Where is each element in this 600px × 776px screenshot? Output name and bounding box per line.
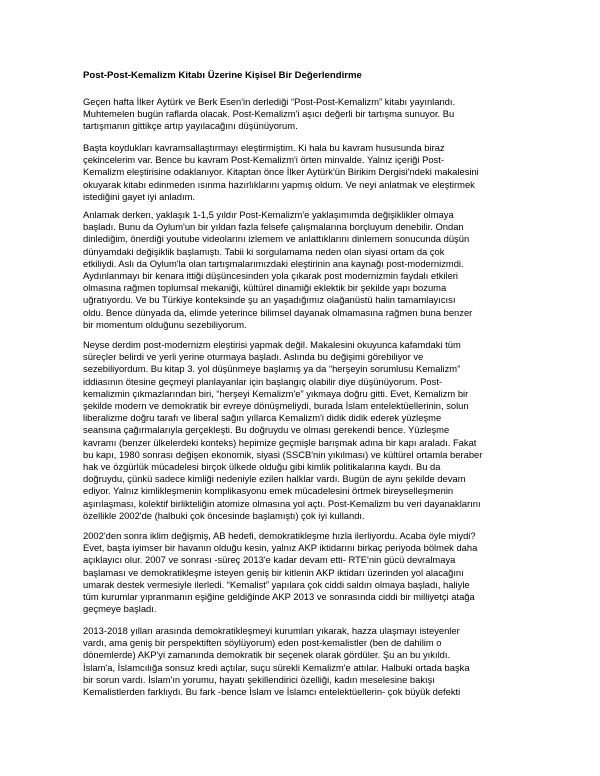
- text-line: seansına çağırmalarıyla gerçekleşti. Bu doğruydu ve olması gerekendi bence. Yüzleşme: [83, 424, 450, 436]
- text-line: Başta koydukları kavramsallaştırmayı eleştirmiştim. Ki hala bu kavram hususunda biraz: [83, 142, 445, 153]
- text-line: Kemalizm eleştirisine odaklanıyor. Kitaptan önce İlker Aytürk'ün Birikim Dergisi'ndeki makalesini: [83, 166, 479, 178]
- text-line: tüm kurumlar yıpranmanın eşiğine geldiğinde AKP 2013 ve sonrasında ciddi bir milliyetçi atağa: [83, 591, 475, 603]
- text-line: dünyamdaki değişiklik başlamıştı. Tabii ki sorgulamama neden olan siyasi ortam da çok: [83, 245, 445, 257]
- text-line: olmasına rağmen toplumsal mekaniği, kültürel dinamiği eklektik bir şekilde yapı bozuma: [83, 282, 447, 294]
- text-line: tartışmanın gittikçe artıp yayılacağını düşünüyorum.: [83, 120, 298, 132]
- paragraph: [83, 209, 523, 331]
- text-line: dinlediğim, önerdiği youtube videolarını izlemem ve anlattıklarını dinlemem sonucunda düşün: [83, 233, 470, 245]
- text-line: özellikle 2002'de (halbuki çok öncesinde başlamıştı) çok iyi kullandı.: [83, 509, 365, 521]
- text-line: sezebiliyordum. Bu kitap 3. yol düşünmeye başlamış ya da “herşeyin sorumlusu Kemalizm”: [83, 363, 461, 375]
- text-line: Geçen hafta İlker Aytürk ve Berk Esen'in derlediği “Post-Post-Kemalizm” kitabı yayınlandı.: [83, 96, 456, 107]
- text-line: Muhtemelen bugün raflarda olacak. Post-Kemalizm'i aşıcı değerli bir tartışma sunuyor. Bu: [83, 108, 455, 120]
- text-line: şekilde modern ve demokratik bir evreye dönüşmeliydi, burada İslam entelektüellerinin, solun: [83, 400, 469, 412]
- text-line: çekincelerim var. Bence bu kavram Post-Kemalizm'i örten minvalde. Yalnız içeriği Post-: [83, 154, 444, 166]
- text-line: 2002'den sonra iklim değişmiş, AB hedefi, demokratikleşme hızla ilerliyordu. Acaba öyle miydi?: [83, 530, 476, 541]
- text-line: doğruydu, çünkü sadece kimliği nedeniyle ezilen halklar vardı. Bugün de aynı şekilde devam: [83, 473, 466, 485]
- paragraph: [83, 625, 523, 698]
- text-line: süreçler belirdi ve yerli yerine oturmaya başladı. Aslında bu değişimi görebiliyor ve: [83, 351, 424, 363]
- text-line: etkiliydi. Aslı da Oylum'la olan tartışmalarımızdaki eleştirinin ana kaynağı post-modernizmdi.: [83, 257, 464, 269]
- text-line: istediğini gayet iyi anladım.: [83, 190, 196, 202]
- text-line: bir sorun vardı. İslam'ın yorumu, hayatı şekillendirici özelliği, kadın meselesine bakışı: [83, 673, 435, 685]
- paragraph: [83, 339, 523, 522]
- text-line: Anlamak derken, yaklaşık 1-1,5 yıldır Post-Kemalizm'e yaklaşımımda değişiklikler olmaya: [83, 209, 454, 220]
- paragraph: [83, 96, 523, 133]
- text-line: uğratıyordu. Ve bu Türkiye konteksinde şu an yaşadığımız olağanüstü halin tamamlayıcısı: [83, 294, 456, 306]
- text-line: bu kapı, 1980 sonrası değişen ekonomik, siyasi (SSCB'nin yıkılması) ve kültürel ortamla beraber: [83, 448, 483, 460]
- text-line: vardı, ama geniş bir perspektiften söylüyorum) eden post-kemalistler (ben de dahilim o: [83, 637, 442, 649]
- text-line: umarak destek vermesiyle ilerledi. “Kemalist” yapılara çok ciddi saldırı olmaya başladı, haliyle: [83, 578, 470, 590]
- text-line: oldu. Bence dünyada da, elimde yeterince bilimsel dayanak olmamasına rağmen buna benzer: [83, 306, 473, 318]
- text-line: dönemlerde) AKP'yi zamanında demokratik bir seçenek olarak gördüler. Şu an bu yıkıldı.: [83, 649, 451, 661]
- text-line: Neyse derdim post-modernizm eleştirisi yapmak değil. Makalesini okuyunca kafamdaki tüm: [83, 339, 461, 350]
- document-title: Post-Post-Kemalizm Kitabı Üzerine Kişisel Bir Değerlendirme: [83, 70, 362, 81]
- text-line: kavramı (benzer ülkelerdeki konteks) hepimize geçmişle barışmak adına bir kapı araladı. Fakat: [83, 436, 477, 448]
- text-line: İslam'a, İslamcılığa sonsuz kredi açtılar, suçu sürekli Kemalizm'e attılar. Halbuki ortada başka: [83, 661, 470, 673]
- text-line: açıklayıcı olur. 2007 ve sonrası -süreç 2013'e kadar devam etti- RTE'nin gücü devralmaya: [83, 554, 456, 566]
- text-line: bir momentum olduğunu sezebiliyorum.: [83, 318, 247, 330]
- text-line: başlaması ve demokratikleşme isteyen geniş bir kitlenin AKP iktidarı üzerinden yol alacağını: [83, 566, 464, 578]
- text-line: ediyor. Yalnız kimlikleşmenin komplikasyonu emek mücadelesini örtmek bireyselleşmenin: [83, 485, 454, 497]
- text-line: okuyarak kitabı edinmeden ısınma hazırlıklarını yapmış oldum. Ve neyi anlatmak ve eleştirmek: [83, 178, 475, 190]
- text-line: geçmeye başladı.: [83, 603, 157, 615]
- text-line: liberalizme doğru tarafı ve liberal sağın yıllarca Kemalizm'i didik didik ederek yüzleşme: [83, 412, 442, 424]
- text-line: 2013-2018 yılları arasında demokratikleşmeyi kurumları yıkarak, hazza ulaşmayı isteyenler: [83, 625, 460, 636]
- text-line: Evet, başta iyimser bir havanın olduğu kesin, yalnız AKP iktidarını birkaç periyoda bölmek daha: [83, 542, 478, 554]
- text-line: iddiasının ötesine geçmeyi planlayanlar için başlangıç olabilir diye düşünüyorum. Post-: [83, 375, 443, 387]
- text-line: Aydınlanmayı bir kenara ittiği düşüncesinden yola çıkarak post modernizmin faydalı etkileri: [83, 270, 459, 282]
- text-line: aşırılaşması, kolektif birlikteliğin atomize olmasına yol açtı. Post-Kemalizm bu veri dayanaklarını: [83, 497, 481, 509]
- paragraph: [83, 530, 523, 615]
- text-line: kemalizmin çıkmazlarından biri, “herşeyi Kemalizm'e” yıkmaya doğru gitti. Evet, Kemalizm bir: [83, 387, 469, 399]
- text-line: hak ve özgürlük mücadelesi birçok ülkede olduğu gibi kimlik politikalarına kaydı. Bu da: [83, 461, 441, 473]
- text-line: başladı. Bunu da Oylum'un bir yıldan fazla felsefe çalışmalarına borçluyum denebilir. Ondan: [83, 221, 464, 233]
- paragraph: [83, 142, 523, 203]
- text-line: Kemalistlerden farklıydı. Bu fark -bence İslam ve İslamcı entelektüellerin- çok büyük defekti: [83, 686, 461, 698]
